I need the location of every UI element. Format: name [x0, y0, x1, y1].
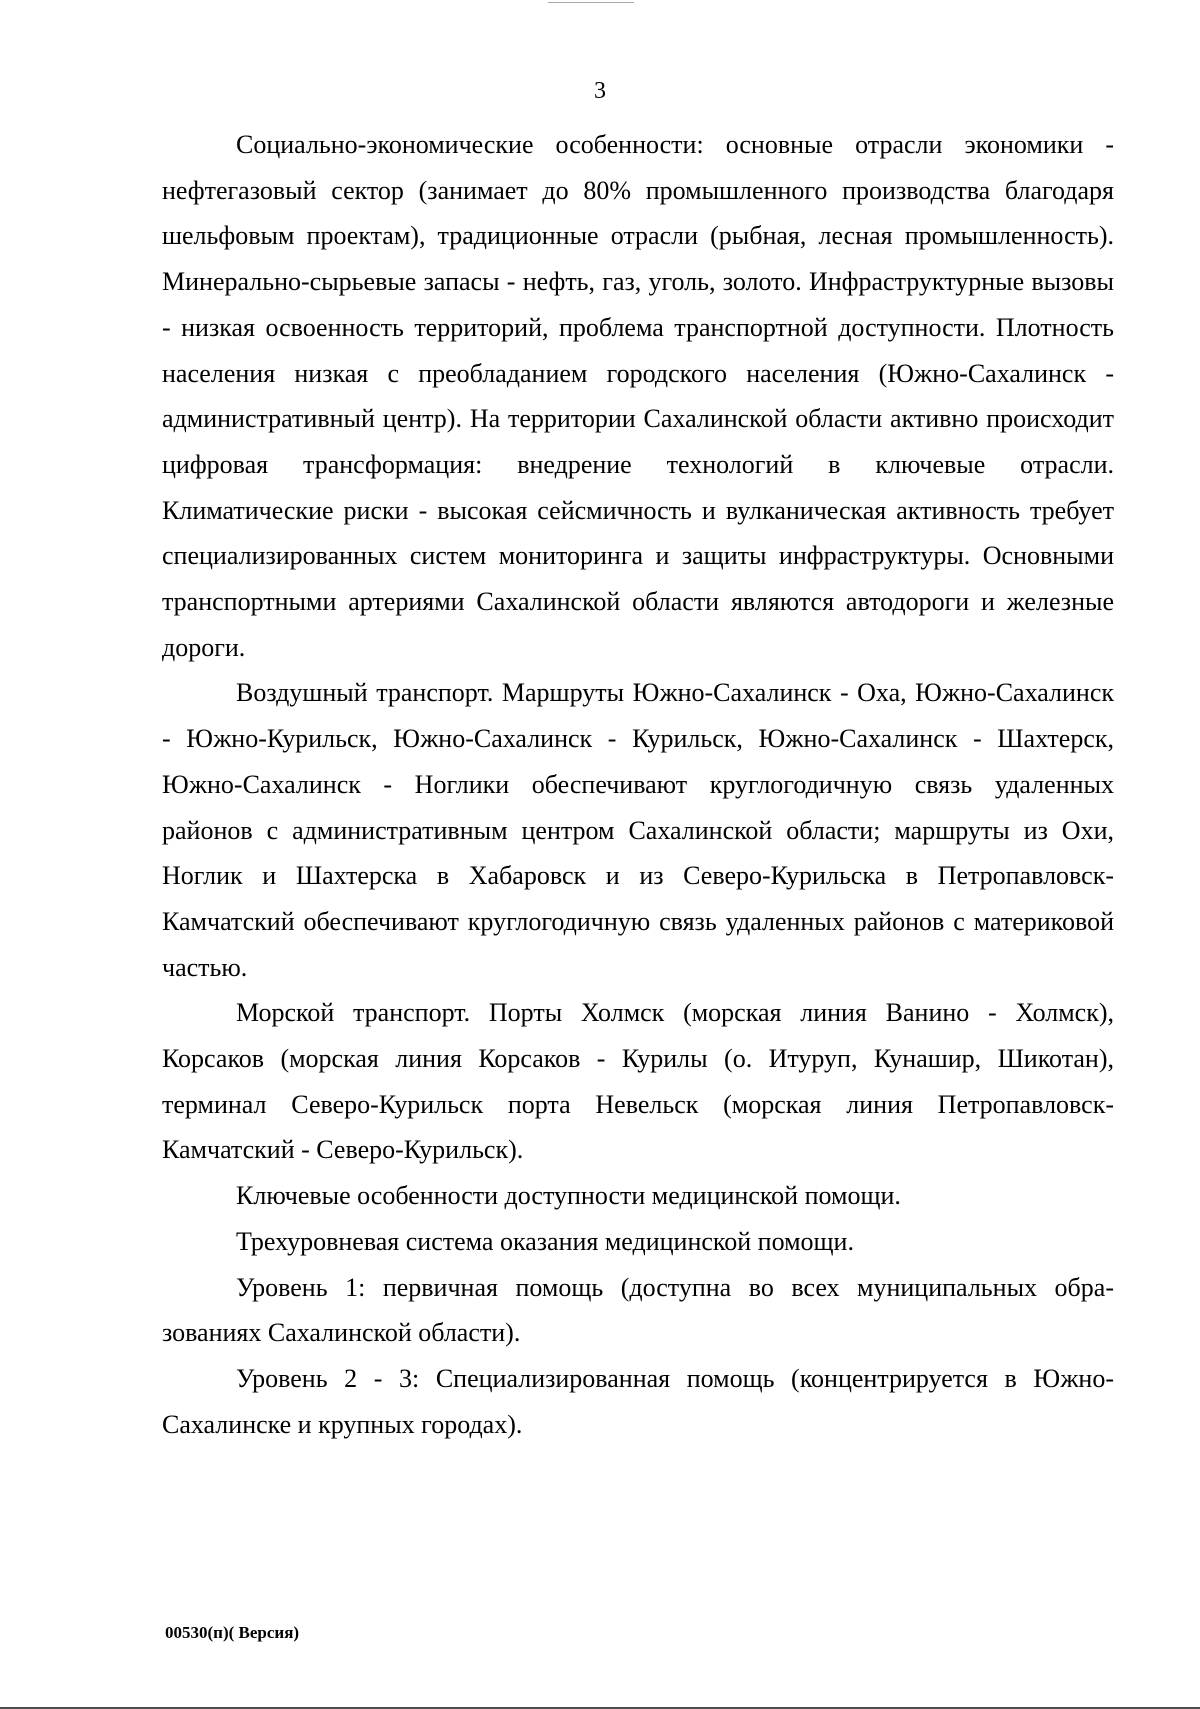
paragraph-socio-economic: Социально-экономические особенности: основные отрасли экономики - нефтегазовый сектор (занимает до 80% промышленного производства благодаря шельфовым проектам), традиционные отрасли (рыбная, лесная промышленность). Минерально-сырьевые запасы - нефть, газ, уголь, золото. Инфраструктурные вызовы - низкая освоенность территорий, проблема транспортной доступности. Плотность населения низкая с преобладанием городского населения (Южно-Сахалинск - административный центр). На территории Сахалинской области активно происходит цифровая трансформация: внедрение технологий в ключевые отрасли. Климатические риски - высокая сейсмичность и вулканическая активность требует специализированных систем мониторинга и защиты инфраструктуры. Основными транспортными артериями Сахалинской области являются автодороги и железные дороги.: [162, 130, 1114, 662]
paragraph-level-2-3: Уровень 2 - 3: Специализированная помощь (концентрируется в Южно-Сахалинске и крупных городах).: [162, 1363, 1114, 1439]
paragraph-level-1: Уровень 1: первичная помощь (доступна во всех муниципальных образованиях Сахалинской области).: [162, 1272, 1114, 1348]
document-body: [162, 122, 1114, 1447]
paragraph-sea-transport: Морской транспорт. Порты Холмск (морская линия Ванино - Холмск), Корсаков (морская линия Корсаков - Курилы (о. Итуруп, Кунашир, Шикотан), терминал Северо-Курильск порта Невельск (морская линия Петропавловск-Камчатский - Северо-Курильск).: [162, 998, 1114, 1165]
scan-edge-top: [548, 2, 634, 3]
paragraph-air-transport: Воздушный транспорт. Маршруты Южно-Сахалинск - Оха, Южно-Сахалинск - Южно-Курильск, Южно-Сахалинск - Курильск, Южно-Сахалинск - Шахтерск, Южно-Сахалинск - Ноглики обеспечивают круглогодичную связь удаленных районов с административным центром Сахалинской области; маршруты из Охи, Ноглик и Шахтерска в Хабаровск и из Северо-Курильска в Петропавловск-Камчатский обеспечивают круглогодичную связь удаленных районов с материковой частью.: [162, 678, 1114, 982]
paragraph-three-level-system: Трехуровневая система оказания медицинской помощи.: [236, 1226, 854, 1256]
document-footer-code: 00530(п)( Версия): [165, 1623, 300, 1642]
page-number: 3: [594, 78, 606, 104]
paragraph-medical-access: Ключевые особенности доступности медицинской помощи.: [236, 1181, 901, 1211]
